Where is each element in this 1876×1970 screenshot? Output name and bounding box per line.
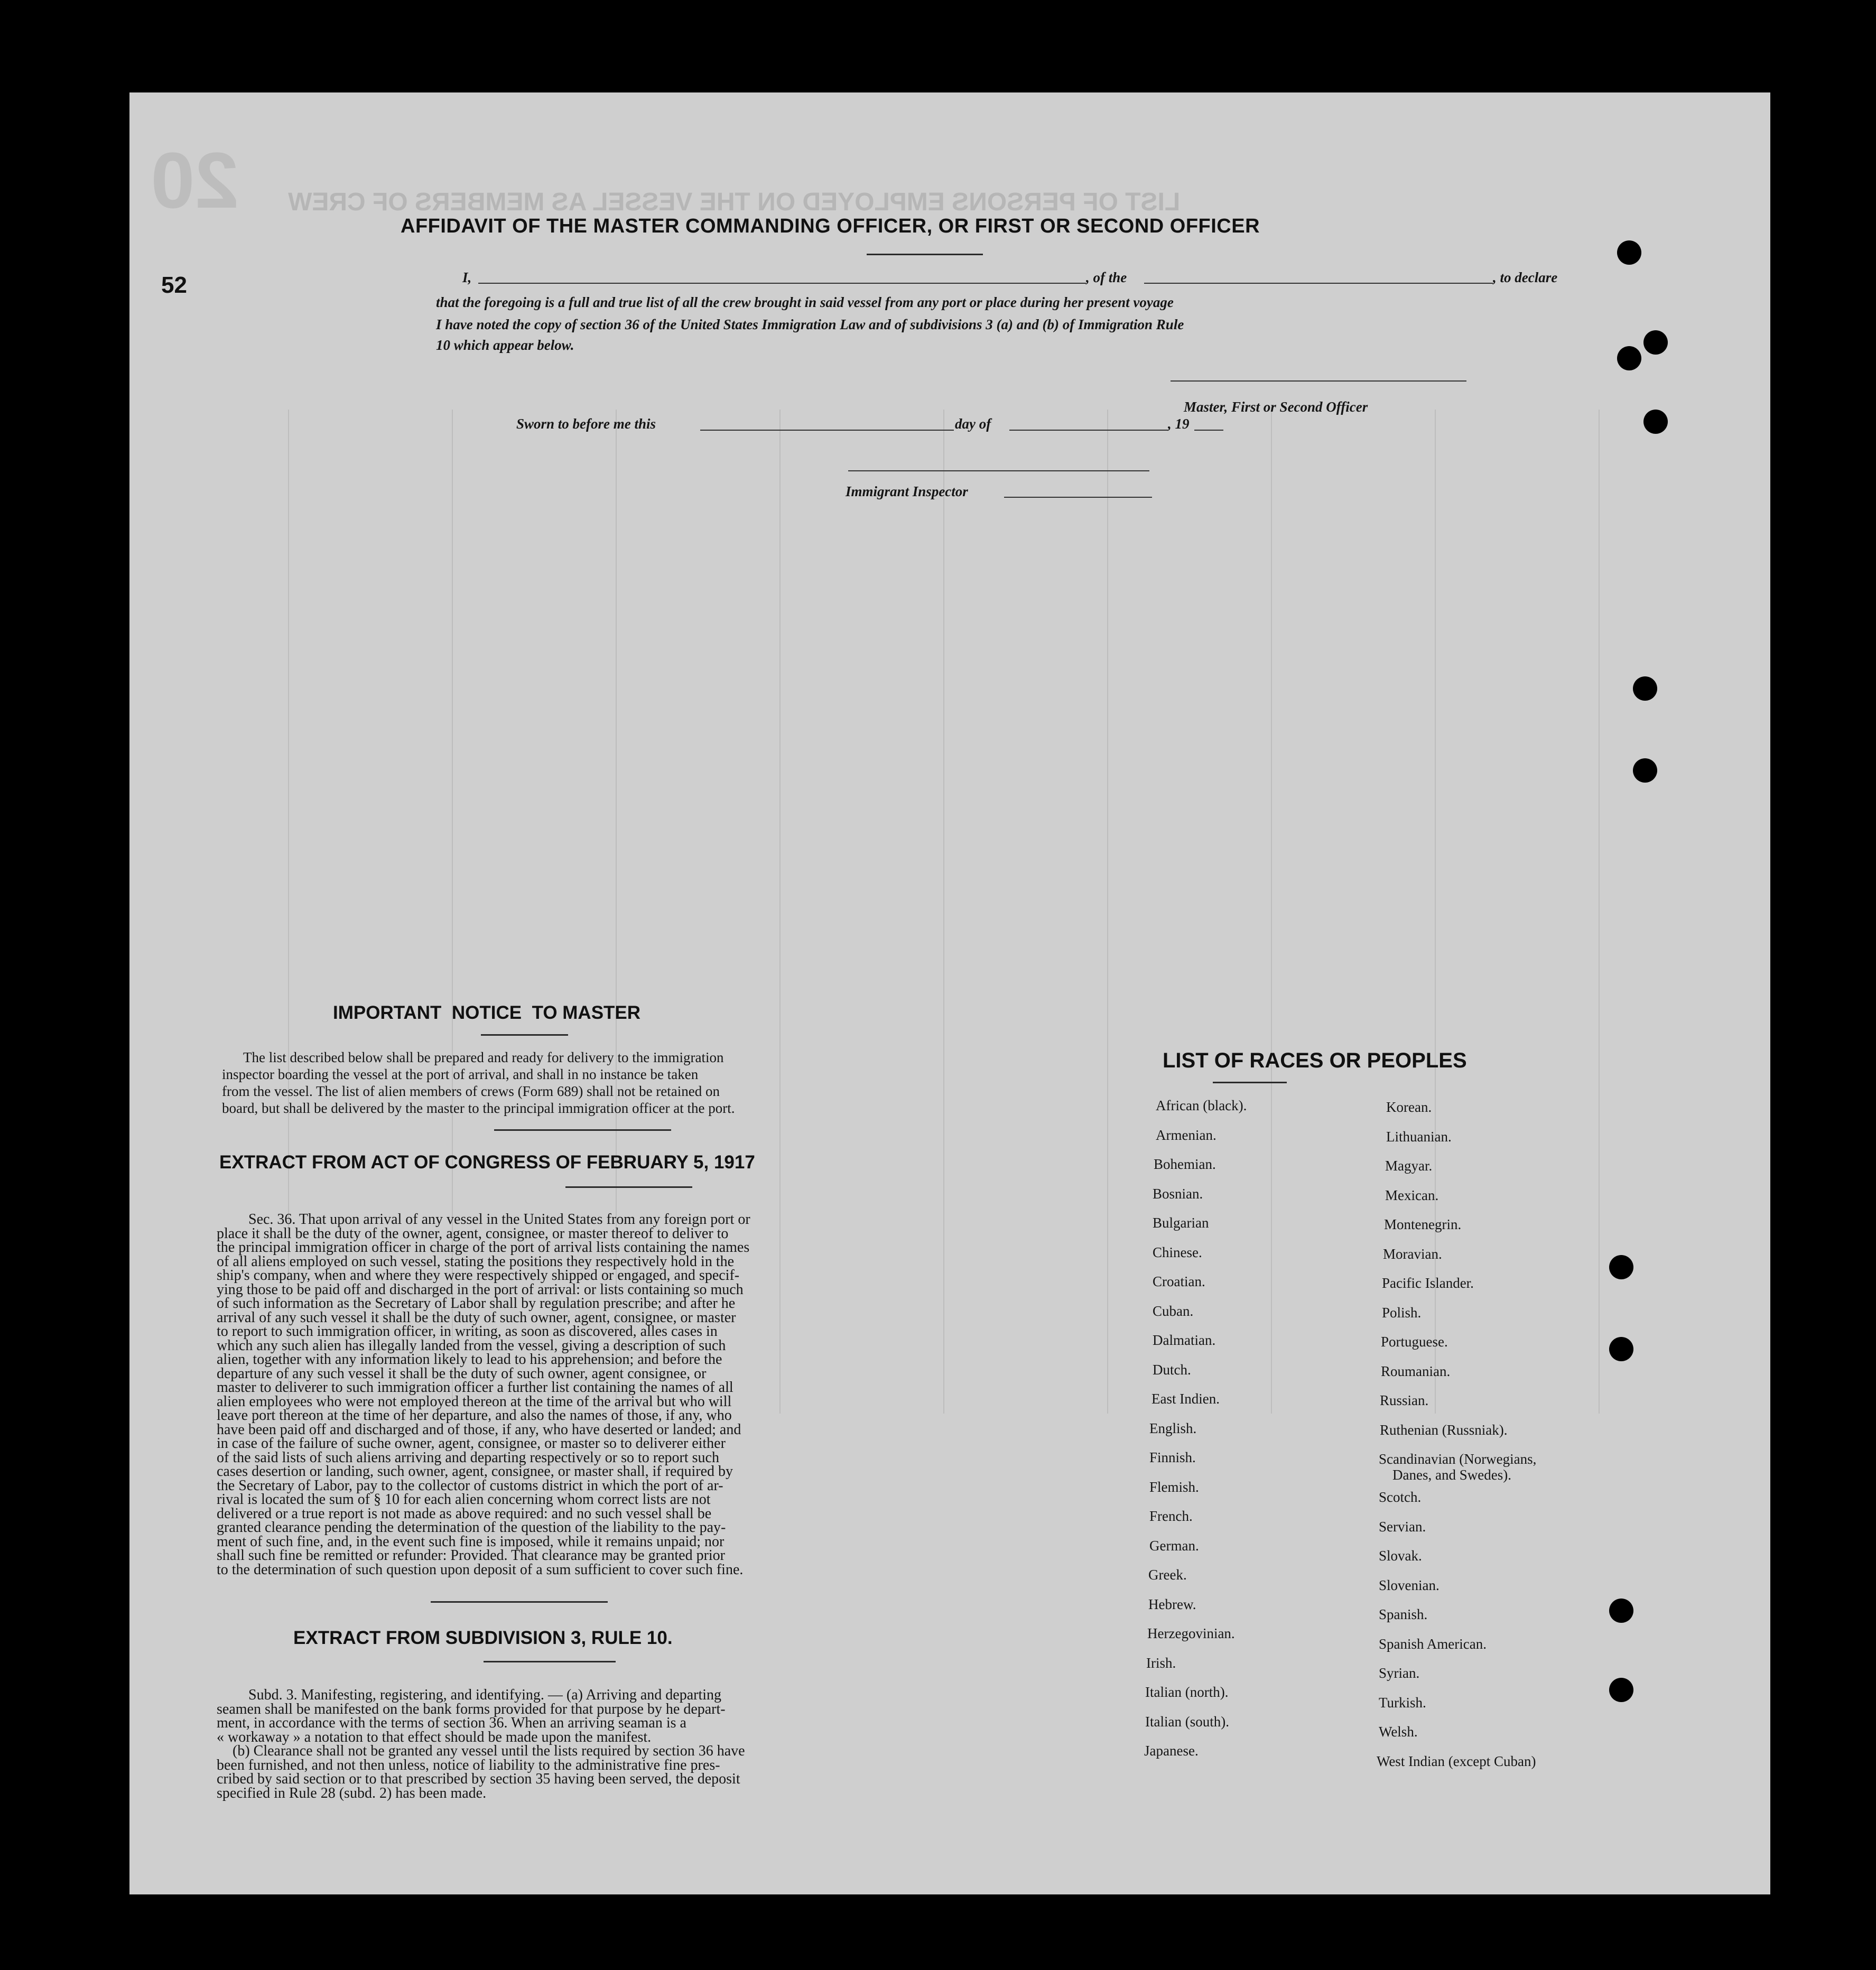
- punch-hole: [1617, 346, 1641, 370]
- affidavit-title: AFFIDAVIT OF THE MASTER COMMANDING OFFICER, OR FIRST OR SECOND OFFICER: [401, 215, 1260, 237]
- race-item: Servian.: [1379, 1518, 1426, 1535]
- margin-mark: 52: [161, 272, 187, 298]
- inspector-underline: [1004, 497, 1152, 498]
- notice-title-part-1: IMPORTANT: [333, 1002, 442, 1023]
- extract-act-line: cases desertion or landing, such owner, agent, consignee, or master shall, if required by: [217, 1463, 733, 1480]
- race-item: Portuguese.: [1381, 1334, 1448, 1350]
- affidavit-of-the: , of the: [1086, 270, 1127, 285]
- day-of-label: day of: [955, 416, 991, 432]
- race-item: Cuban.: [1153, 1303, 1194, 1319]
- extract-act-line: to the determination of such question upon deposit of a sum sufficient to cover such fine.: [217, 1561, 744, 1578]
- punch-hole: [1633, 758, 1657, 783]
- extract-rule-title: EXTRACT FROM SUBDIVISION 3, RULE 10.: [293, 1628, 673, 1648]
- extract-rule-line: ment, in accordance with the terms of section 36. When an arriving seaman is a: [217, 1715, 686, 1731]
- race-item: Chinese.: [1153, 1244, 1202, 1260]
- bleed-through-number: 20: [151, 136, 239, 225]
- extract-rule-text: [217, 1688, 967, 1800]
- race-item: Magyar.: [1385, 1158, 1433, 1174]
- extract-act-line: the Secretary of Labor, pay to the collector of customs district in which the port of ar-: [217, 1477, 723, 1494]
- extract-act-line: of all aliens employed on such vessel, stating the positions they respectively hold in the: [217, 1253, 735, 1270]
- extract-rule-line: cribed by said section or to that prescribed by section 35 having been served, the deposit: [217, 1771, 740, 1787]
- bleed-through-rule: [1599, 410, 1600, 1414]
- extract-act-line: have been paid off and discharged and of those, if any, who have deserted or landed; and: [217, 1421, 741, 1438]
- affidavit-underline: [867, 254, 983, 255]
- race-item: Roumanian.: [1381, 1363, 1451, 1379]
- section-divider: [494, 1129, 671, 1131]
- race-item: Irish.: [1146, 1655, 1176, 1671]
- extract-act-line: to report to such immigration officer, in writing, as soon as discovered, alles cases in: [217, 1323, 718, 1340]
- race-item: Polish.: [1382, 1304, 1422, 1321]
- notice-line: inspector boarding the vessel at the port of arrival, and shall in no instance be taken: [222, 1066, 699, 1082]
- inspector-signature-field[interactable]: [848, 470, 1149, 471]
- race-item: Bulgarian: [1153, 1215, 1209, 1231]
- race-item: German.: [1149, 1537, 1199, 1554]
- extract-act-line: shall such fine be remitted or refunder: Provided. That clearance may be granted prior: [217, 1547, 725, 1564]
- vessel-field[interactable]: [1144, 283, 1493, 284]
- race-item: Montenegrin.: [1384, 1216, 1462, 1232]
- notice-line: The list described below shall be prepared and ready for delivery to the immigration: [243, 1049, 724, 1065]
- race-item: Russian.: [1380, 1392, 1429, 1408]
- races-title: LIST OF RACES OR PEOPLES: [1163, 1049, 1467, 1072]
- extract-act-line: delivered or a true report is not made as above required: and no such vessel shall be: [217, 1505, 712, 1522]
- document-page: [129, 92, 1770, 1894]
- race-item: Finnish.: [1149, 1449, 1196, 1465]
- sworn-label: Sworn to before me this: [516, 416, 656, 432]
- master-label: Master, First or Second Officer: [1184, 399, 1368, 415]
- race-item: Herzegovinian.: [1147, 1625, 1235, 1641]
- extract-act-line: ying those to be paid off and discharged in the port of arrival: or lists containing so much: [217, 1281, 744, 1298]
- race-item: Korean.: [1386, 1099, 1432, 1115]
- extract-act-line: alien employees who were not employed thereon at the time of the arrival but who will: [217, 1393, 732, 1410]
- inspector-label: Immigrant Inspector: [846, 484, 968, 499]
- punch-hole: [1617, 240, 1641, 265]
- extract-act-line: granted clearance pending the determination of the question of the liability to the pay-: [217, 1519, 726, 1536]
- extract-act-text: [217, 1213, 978, 1577]
- punch-hole: [1609, 1255, 1633, 1279]
- extract-rule-underline: [484, 1661, 616, 1662]
- race-item: Pacific Islander.: [1382, 1275, 1474, 1291]
- race-item: East Indien.: [1151, 1391, 1220, 1407]
- notice-title: [333, 1002, 640, 1024]
- race-item: African (black).: [1156, 1098, 1247, 1113]
- race-item: Armenian.: [1156, 1127, 1216, 1143]
- extract-act-line: which any such alien has illegally landed from the vessel, giving a description of such: [217, 1337, 726, 1354]
- year-label: , 19: [1168, 416, 1190, 432]
- races-right-column: [1377, 1093, 1536, 1776]
- race-item: West Indian (except Cuban): [1377, 1753, 1536, 1769]
- race-item: Italian (south).: [1145, 1713, 1229, 1730]
- race-item: Dutch.: [1153, 1361, 1191, 1378]
- extract-act-line: Sec. 36. That upon arrival of any vessel in the United States from any foreign port or: [248, 1211, 750, 1228]
- extract-rule-line: seamen shall be manifested on the bank forms provided for that purpose by he depart-: [217, 1700, 726, 1717]
- name-field[interactable]: [478, 283, 1086, 284]
- race-item: Bohemian.: [1154, 1156, 1216, 1172]
- extract-act-line: of such information as the Secretary of Labor shall by regulation prescribe; and after he: [217, 1295, 736, 1312]
- affidavit-line-3: I have noted the copy of section 36 of the United States Immigration Law and of subdivisions 3 (a) and (b) of Immigration Rule: [436, 317, 1184, 332]
- master-signature-field[interactable]: [1171, 380, 1466, 382]
- notice-line: board, but shall be delivered by the master to the principal immigration officer at the port.: [222, 1100, 735, 1116]
- notice-line: from the vessel. The list of alien members of crews (Form 689) shall not be retained on: [222, 1083, 720, 1099]
- race-item: Greek.: [1148, 1567, 1187, 1583]
- extract-act-line: ment of such fine, and, in the event such fine is imposed, while it remains unpaid; nor: [217, 1533, 725, 1550]
- punch-hole: [1609, 1337, 1633, 1361]
- race-item: Japanese.: [1144, 1743, 1199, 1759]
- race-item: English.: [1149, 1420, 1197, 1436]
- race-item: Scotch.: [1379, 1489, 1422, 1505]
- extract-act-underline: [565, 1186, 692, 1188]
- race-item: Ruthenian (Russniak).: [1380, 1421, 1508, 1438]
- race-item: Syrian.: [1379, 1665, 1420, 1681]
- affidavit-to-declare: , to declare: [1493, 270, 1558, 285]
- extract-act-line: of the said lists of such aliens arriving and departing respectively or so to report such: [217, 1449, 719, 1466]
- notice-underline: [481, 1034, 568, 1036]
- affidavit-line-4: 10 which appear below.: [436, 337, 574, 353]
- race-item: Spanish American.: [1379, 1636, 1487, 1652]
- bleed-through-rule: [1271, 410, 1272, 1414]
- bleed-through-rule: [1107, 410, 1108, 1414]
- section-divider: [431, 1601, 608, 1603]
- extract-act-line: departure of any such vessel it shall be the duty of such owner, agent consignee, or: [217, 1365, 707, 1382]
- extract-act-line: the principal immigration officer in charge of the port of arrival lists containing the names: [217, 1239, 750, 1256]
- extract-act-line: master to deliverer to such immigration officer a further list containing the names of all: [217, 1379, 733, 1396]
- sworn-month-field[interactable]: [1009, 430, 1168, 431]
- race-item: Hebrew.: [1148, 1596, 1196, 1612]
- races-left-column: [1144, 1091, 1247, 1766]
- race-item: Slovenian.: [1379, 1577, 1439, 1593]
- race-item: Dalmatian.: [1153, 1332, 1216, 1348]
- race-item: Croatian.: [1153, 1274, 1205, 1289]
- extract-act-line: place it shall be the duty of the owner, agent, consignee, or master thereof to deliver to: [217, 1225, 729, 1242]
- race-item: Slovak.: [1379, 1548, 1422, 1564]
- extract-act-line: in case of the failure of suche owner, agent, consignee, or master so to deliverer either: [217, 1435, 726, 1452]
- race-item: Moravian.: [1383, 1246, 1442, 1262]
- punch-hole: [1633, 676, 1657, 701]
- affidavit-i: I,: [462, 270, 472, 285]
- affidavit-line-2: that the foregoing is a full and true list of all the crew brought in said vessel from any port or place during her present voyage: [436, 294, 1174, 310]
- races-underline: [1213, 1082, 1287, 1083]
- extract-rule-line: (b) Clearance shall not be granted any vessel until the lists required by section 36 have: [233, 1743, 745, 1759]
- race-item: Bosnian.: [1153, 1185, 1203, 1202]
- race-item: Scandinavian (Norwegians,: [1379, 1451, 1537, 1467]
- notice-text: [222, 1049, 978, 1117]
- race-item: Danes, and Swedes).: [1392, 1467, 1511, 1483]
- bleed-through-heading: LIST OF PERSONS EMPLOYED ON THE VESSEL AS MEMBERS OF CREW: [288, 188, 1181, 216]
- race-item: Mexican.: [1385, 1187, 1439, 1203]
- race-item: Turkish.: [1379, 1694, 1426, 1711]
- extract-act-line: ship's company, when and where they were respectively shipped or engaged, and specif-: [217, 1267, 740, 1284]
- sworn-day-field[interactable]: [700, 430, 954, 431]
- extract-act-title: EXTRACT FROM ACT OF CONGRESS OF FEBRUARY 5, 1917: [219, 1152, 755, 1173]
- race-item: French.: [1149, 1508, 1193, 1524]
- notice-title-part-2: NOTICE: [451, 1002, 522, 1023]
- extract-act-line: leave port thereon at the time of her departure, and also the names of those, if any, who: [217, 1407, 732, 1424]
- race-item: Flemish.: [1149, 1479, 1199, 1495]
- extract-act-line: rival is located the sum of § 10 for each alien concerning whom correct lists are not: [217, 1491, 711, 1508]
- punch-hole: [1643, 410, 1668, 434]
- extract-act-line: arrival of any such vessel it shall be the duty of such owner, agent, consignee, or master: [217, 1309, 736, 1326]
- race-item: Spanish.: [1379, 1606, 1428, 1622]
- extract-rule-line: Subd. 3. Manifesting, registering, and identifying. — (a) Arriving and departing: [248, 1687, 722, 1703]
- punch-hole: [1609, 1599, 1633, 1623]
- extract-rule-line: « workaway » a notation to that effect should be made upon the manifest.: [217, 1729, 652, 1745]
- race-item: Lithuanian.: [1386, 1128, 1452, 1145]
- extract-act-line: alien, together with any information likely to lead to his apprehension; and before the: [217, 1351, 722, 1368]
- notice-title-part-3: TO MASTER: [532, 1002, 641, 1023]
- punch-hole: [1609, 1678, 1633, 1702]
- extract-rule-line: specified in Rule 28 (subd. 2) has been made.: [217, 1785, 487, 1801]
- race-item: Italian (north).: [1145, 1684, 1229, 1700]
- extract-rule-line: been furnished, and not then unless, notice of liability to the administrative fine pres-: [217, 1757, 720, 1773]
- punch-hole: [1643, 330, 1668, 355]
- race-item: Welsh.: [1379, 1724, 1418, 1740]
- sworn-year-field[interactable]: [1194, 430, 1223, 431]
